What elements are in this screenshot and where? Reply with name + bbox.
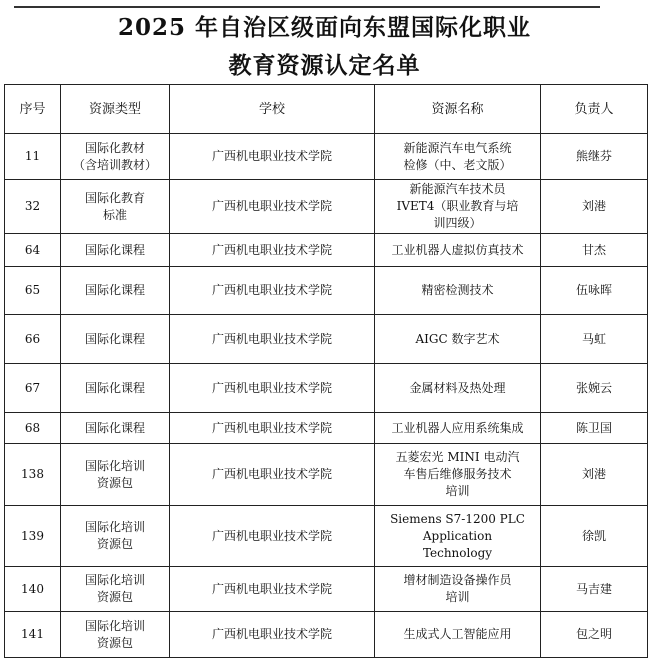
cell-owner: 熊继芬 [541,134,648,180]
cell-school: 广西机电职业技术学院 [170,267,375,315]
cell-type-line: 国际化培训 [84,520,145,534]
table-row [5,267,648,315]
cell-type-line: 资源包 [96,537,133,551]
cell-owner: 刘港 [541,180,648,234]
cell-resource-name [375,315,541,364]
cell-type [61,506,170,567]
cell-resource-name-line: Siemens S7-1200 PLC [390,511,525,526]
cell-resource-name [375,267,541,315]
cell-type-line: 资源包 [96,475,133,490]
cell-owner: 陈卫国 [541,413,648,444]
cell-school: 广西机电职业技术学院 [170,612,375,658]
cell-type-line: （含培训教材） [72,157,157,172]
cell-no: 68 [5,413,61,444]
cell-resource-name-line: 工业机器人应用系统集成 [391,420,524,435]
cell-resource-name [375,234,541,267]
header-type: 资源类型 [61,85,170,134]
cell-no: 11 [5,134,61,180]
header-owner: 负责人 [541,85,648,134]
cell-resource-name-line: 生成式人工智能应用 [403,627,512,641]
cell-resource-name-line: Technology [422,545,493,560]
cell-owner: 马虹 [541,315,648,364]
cell-type [61,567,170,612]
cell-resource-name [375,444,541,506]
cell-type [61,134,170,180]
cell-resource-name [375,506,541,567]
table-row [5,444,648,506]
cell-type-line: 国际化课程 [84,242,145,257]
cell-resource-name [375,612,541,658]
cell-resource-name-line: 工业机器人虚拟仿真技术 [391,242,524,257]
cell-school: 广西机电职业技术学院 [170,134,375,180]
table-row [5,506,648,567]
table-body [5,134,648,658]
cell-owner: 包之明 [541,612,648,658]
table-row [5,364,648,413]
table-row [5,234,648,267]
table-row [5,180,648,234]
cell-owner: 伍咏晖 [541,267,648,315]
cell-resource-name-line: 金属材料及热处理 [409,380,506,395]
cell-type [61,413,170,444]
cell-resource-name [375,134,541,180]
cell-resource-name-line: Application [422,528,493,543]
cell-resource-name-line: 检修（中、老文版） [403,157,512,172]
cell-resource-name [375,567,541,612]
cell-type-line: 资源包 [96,635,133,650]
cell-no: 67 [5,364,61,413]
cell-owner: 徐凯 [541,506,648,567]
cell-type [61,612,170,658]
cell-school: 广西机电职业技术学院 [170,567,375,612]
cell-school: 广西机电职业技术学院 [170,444,375,506]
cell-type-line: 标准 [102,207,127,222]
header-resource-name: 资源名称 [375,85,541,134]
table-row [5,315,648,364]
cell-resource-name-line: 车售后维修服务技术 [403,467,512,481]
cell-no: 32 [5,180,61,234]
cell-resource-name-line: 新能源汽车电气系统 [403,140,512,155]
cell-no: 139 [5,506,61,567]
cell-resource-name-line: 培训 [445,590,470,604]
cell-resource-name-line: 精密检测技术 [421,283,494,297]
table-row [5,134,648,180]
cell-type-line: 国际化课程 [84,420,145,435]
cell-school: 广西机电职业技术学院 [170,364,375,413]
cell-type [61,444,170,506]
cell-school: 广西机电职业技术学院 [170,413,375,444]
cell-type-line: 国际化课程 [84,331,145,346]
cell-resource-name-line: AIGC 数字艺术 [415,331,500,346]
cell-type-line: 国际化教育 [84,190,145,205]
cell-school: 广西机电职业技术学院 [170,180,375,234]
cell-owner: 甘杰 [541,234,648,267]
cell-no: 64 [5,234,61,267]
cell-resource-name-line: IVET4（职业教育与培 [396,199,519,213]
cell-school: 广西机电职业技术学院 [170,234,375,267]
cell-type [61,315,170,364]
cell-resource-name-line: 训四级） [433,216,482,230]
cell-type [61,234,170,267]
cell-resource-name [375,413,541,444]
cell-school: 广西机电职业技术学院 [170,315,375,364]
table-row [5,413,648,444]
cell-type-line: 国际化培训 [84,458,145,473]
cell-resource-name-line: 增材制造设备操作员 [403,573,512,587]
cell-resource-name [375,364,541,413]
table-row [5,612,648,658]
cell-type-line: 国际化课程 [84,380,145,395]
header-no: 序号 [5,85,61,134]
cell-type-line: 资源包 [96,590,133,604]
cell-school: 广西机电职业技术学院 [170,506,375,567]
cell-owner: 刘港 [541,444,648,506]
table-header-row [5,85,648,134]
cell-resource-name-line: 五菱宏光 MINI 电动汽 [395,450,520,464]
header-school: 学校 [170,85,375,134]
cell-no: 140 [5,567,61,612]
cell-resource-name [375,180,541,234]
cell-type [61,364,170,413]
cell-type [61,267,170,315]
document-title-line-2: 教育资源认定名单 [228,52,421,79]
cell-resource-name-line: 培训 [445,484,470,498]
cell-no: 138 [5,444,61,506]
cell-no: 66 [5,315,61,364]
cell-type-line: 国际化培训 [84,618,145,633]
cell-type [61,180,170,234]
cell-no: 141 [5,612,61,658]
cell-type-line: 国际化培训 [84,573,145,587]
table-row [5,567,648,612]
cell-owner: 张婉云 [541,364,648,413]
resource-table [4,84,648,658]
cell-no: 65 [5,267,61,315]
top-rule [14,6,600,8]
cell-owner: 马吉建 [541,567,648,612]
cell-type-line: 国际化课程 [84,283,145,297]
cell-resource-name-line: 新能源汽车技术员 [409,182,506,196]
document-title-line-1: 2025 年自治区级面向东盟国际化职业 [117,14,532,41]
cell-type-line: 国际化教材 [84,140,145,155]
